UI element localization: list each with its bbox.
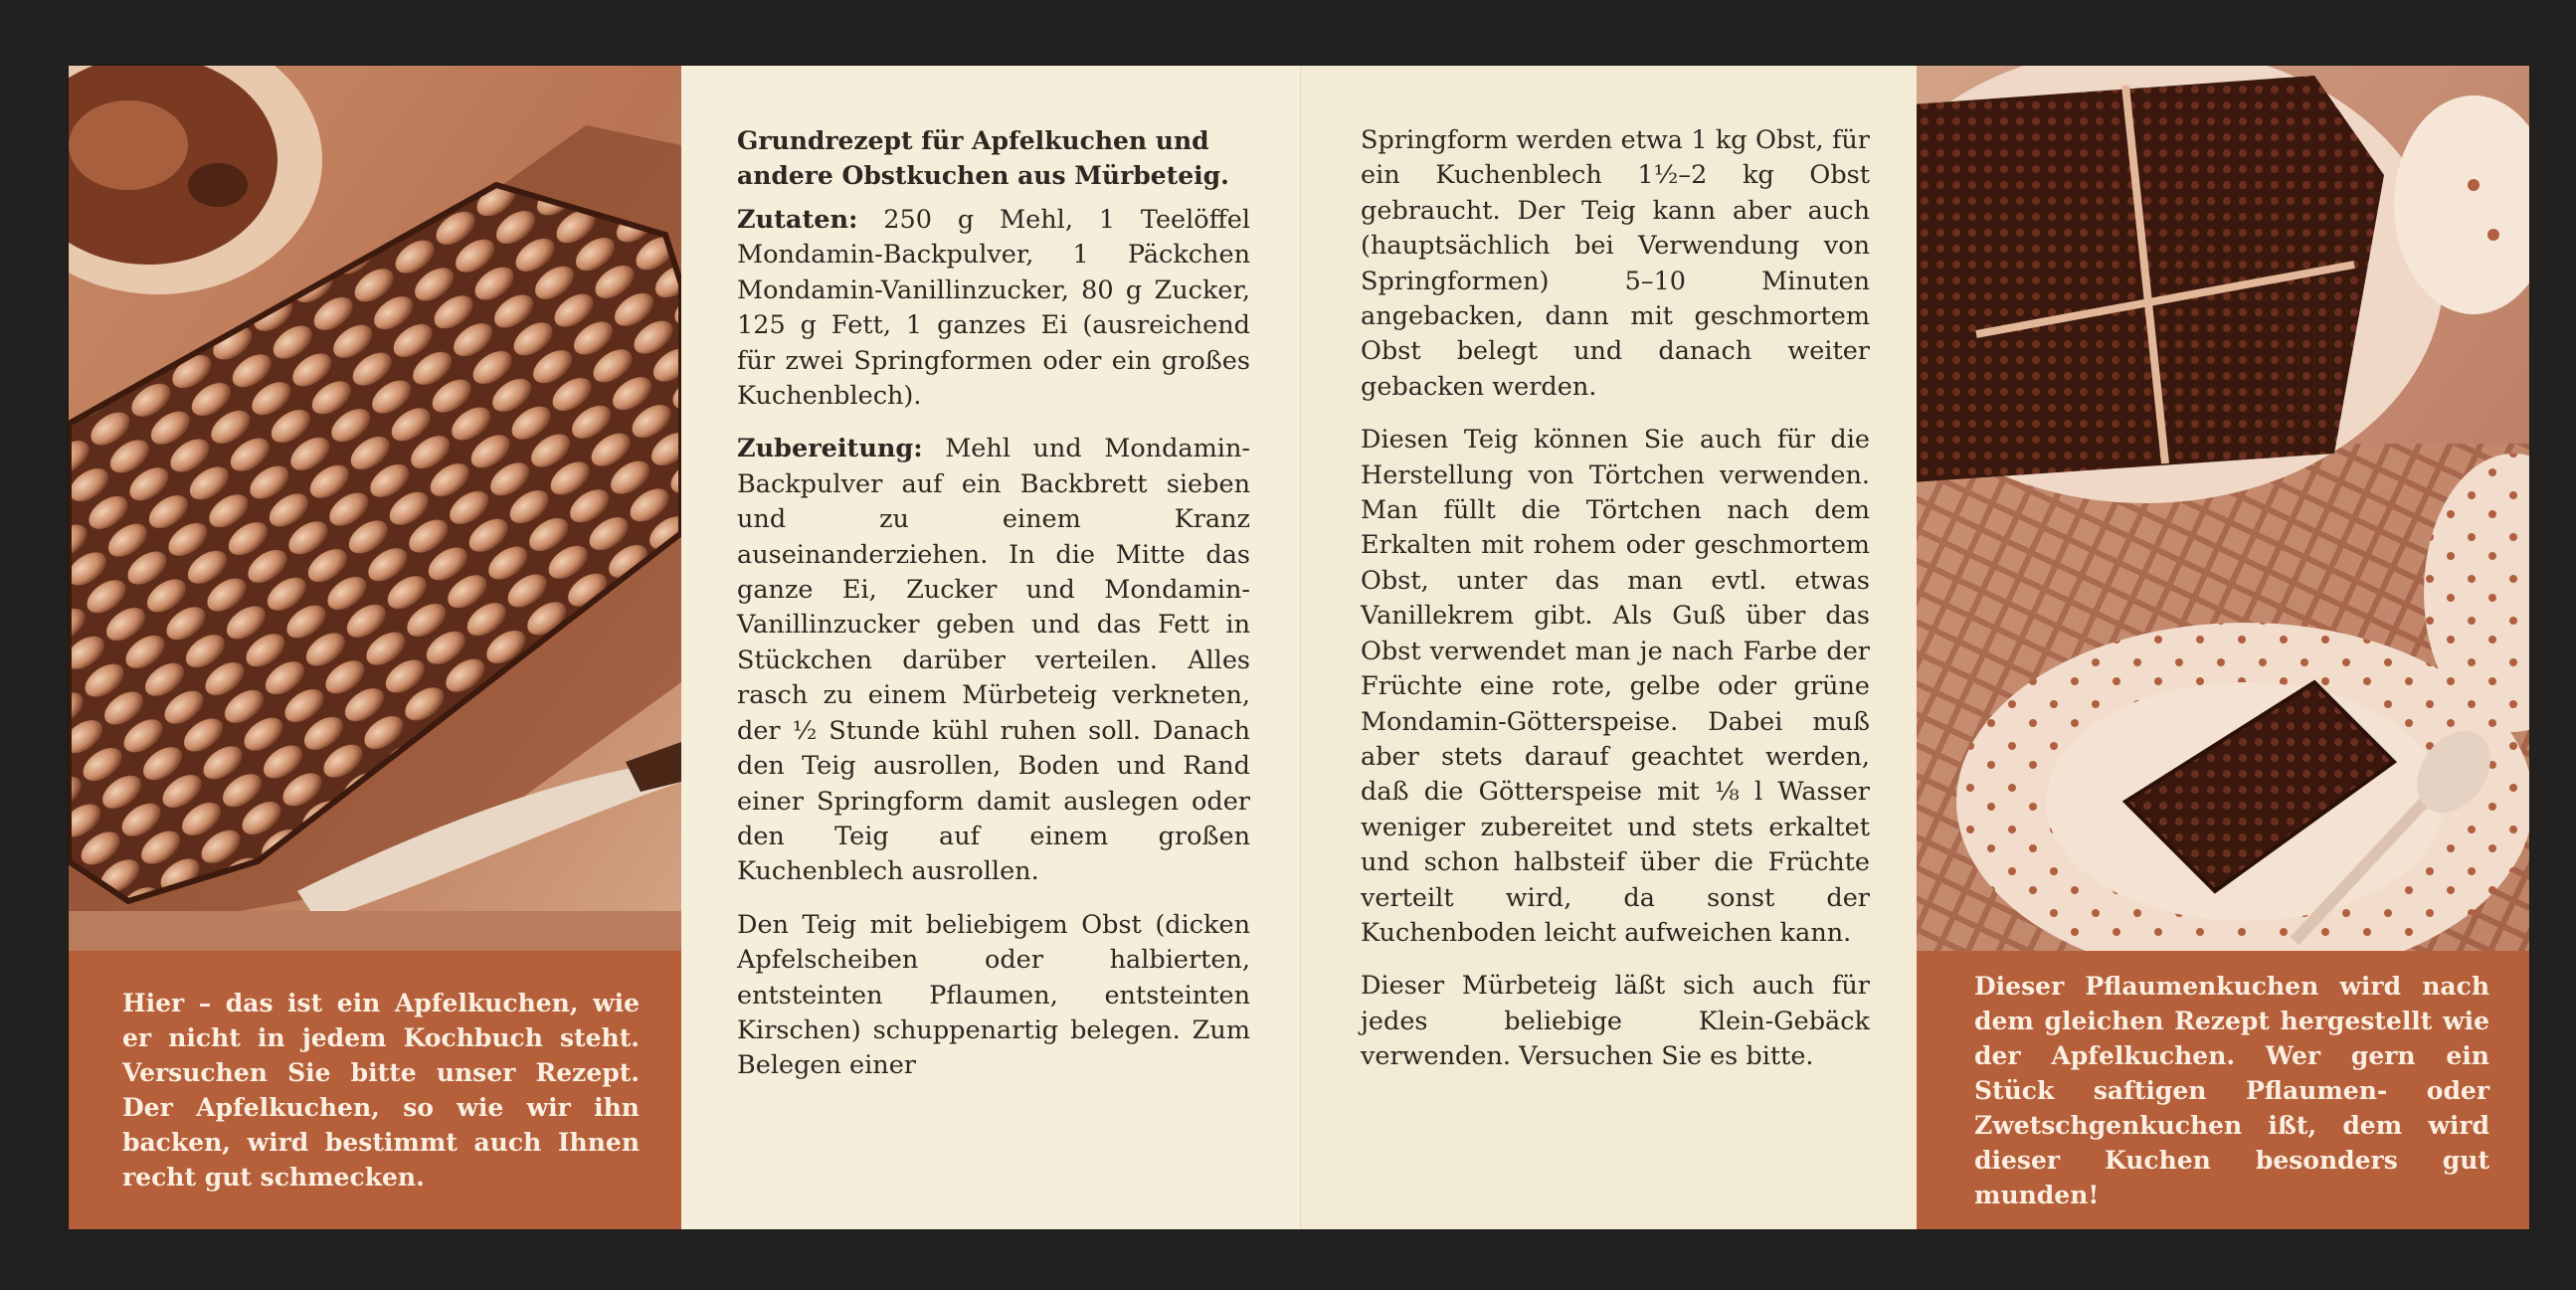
ingredients-label: Zutaten:: [737, 205, 858, 235]
panel-recipe-continued: [1300, 66, 1918, 1229]
preparation-paragraph: [737, 432, 1250, 889]
apple-cake-photo: [69, 66, 681, 951]
apple-cake-caption: [69, 951, 681, 1229]
panel-plum-cake: [1917, 66, 2529, 1229]
plum-cake-photo: [1917, 66, 2529, 951]
small-pastry-paragraph: Dieser Mürbeteig läßt sich auch für jedes beliebige Klein-Gebäck verwenden. Versuchen Sie es bitte.: [1361, 971, 1870, 1072]
tartlet-paragraph: Diesen Teig können Sie auch für die Herstellung von Törtchen verwenden. Man füllt die Törtchen nach dem Erkalten mit rohem oder geschmortem Obst, unter das man evtl. etwas Vanillekrem gibt. Als Guß über das Obst verwendet man je nach Farbe der Früchte eine rote, gelbe oder grüne Mondamin-Götterspeise. Dabei muß aber stets darauf geachtet werden, daß die Götterspeise mit ⅛ l Wasser weniger zubereitet und stets erkaltet und schon halbsteif über die Früchte verteilt wird, da sonst der Kuchenboden leicht aufweichen kann.: [1361, 425, 1870, 948]
recipe-text-column: [737, 123, 1250, 1102]
caption-text: Dieser Pflaumenkuchen wird nach dem gleichen Rezept hergestellt wie der Apfelkuchen. Wer gern ein Stück saftigen Pflaumen- oder Zwetschgenkuchen ißt, dem wird dieser Kuchen besonders gut munden!: [1974, 971, 2489, 1209]
panel-recipe: [681, 66, 1300, 1229]
recipe-brochure: [69, 66, 2529, 1229]
caption-text: Hier – das ist ein Apfelkuchen, wie er nicht in jedem Kochbuch steht. Versuchen Sie bitte unser Rezept. Der Apfelkuchen, so wie wir ihn backen, wird bestimmt auch Ihnen recht gut schmecken.: [122, 989, 640, 1192]
recipe-title: Grundrezept für Apfelkuchen und andere Obstkuchen aus Mürbeteig.: [737, 126, 1229, 190]
continued-text-column: [1361, 123, 1870, 1093]
fruit-paragraph: Den Teig mit beliebigem Obst (dicken Apfelscheiben oder halbierten, entsteinten Pflaumen, entsteinten Kirschen) schuppenartig belegen. Zum Belegen einer: [737, 909, 1250, 1081]
preparation-text: Mehl und Mondamin-Backpulver auf ein Backbrett sieben und zu einem Kranz auseinanderziehen. In die Mitte das ganze Ei, Zucker und Mondamin-Vanillinzucker geben und das Fett in Stückchen darüber verteilen. Alles rasch zu einem Mürbeteig verkneten, der ½ Stunde kühl ruhen soll. Danach den Teig ausrollen, Boden und Rand einer Springform damit auslegen oder den Teig auf einem großen Kuchenblech ausrollen.: [737, 434, 1250, 887]
plum-cake-caption: [1917, 951, 2529, 1229]
ingredients-text: 250 g Mehl, 1 Teelöffel Mondamin-Backpulver, 1 Päckchen Mondamin-Vanillinzucker, 80 g Zucker, 125 g Fett, 1 ganzes Ei (ausreichend für zwei Springformen oder ein großes Kuchenblech).: [737, 205, 1250, 412]
panel-apple-cake: [69, 66, 681, 1229]
baking-paragraph: Springform werden etwa 1 kg Obst, für ein Kuchenblech 1½–2 kg Obst gebraucht. Der Teig kann aber auch (hauptsächlich bei Verwendung von Springformen) 5–10 Minuten angebacken, dann mit geschmortem Obst belegt und danach weiter gebacken werden.: [1361, 125, 1870, 402]
preparation-label: Zubereitung:: [737, 434, 923, 464]
ingredients-paragraph: [737, 203, 1250, 414]
